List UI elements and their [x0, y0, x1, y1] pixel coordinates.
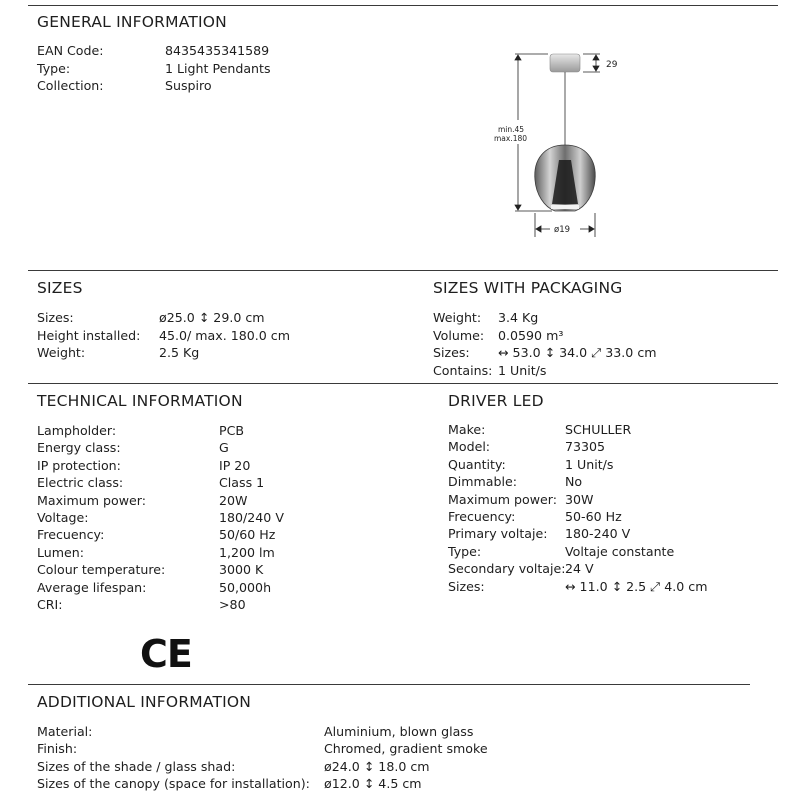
driver-value: 30W [565, 491, 594, 507]
technical-value: >80 [219, 597, 246, 612]
driver-value: 73305 [565, 439, 606, 455]
sizes-value: 45.0/ max. 180.0 cm [159, 327, 290, 343]
driver-value: No [565, 474, 583, 490]
sizes-title: SIZES [37, 279, 83, 297]
additional-label: Material: [37, 724, 93, 739]
sizes-value: 2.5 Kg [159, 345, 200, 360]
driver-label: Primary voltaje: [448, 526, 548, 542]
technical-value: 1,200 lm [219, 544, 275, 560]
packaging-label: Contains: [433, 362, 493, 378]
technical-label: Average lifespan: [37, 579, 147, 595]
technical-information-title: TECHNICAL INFORMATION [37, 392, 243, 410]
general-label: Type: [37, 60, 71, 76]
divider-top [28, 5, 778, 6]
technical-value: 50,000h [219, 579, 272, 595]
driver-value: 1 Unit/s [565, 456, 614, 472]
product-dimension-drawing [490, 42, 660, 242]
driver-label: Type: [448, 543, 482, 559]
driver-value: ↔ 11.0 ↕ 2.5 ⤢ 4.0 cm [565, 578, 708, 594]
packaging-value: 0.0590 m³ [498, 327, 564, 343]
technical-label: Maximum power: [37, 492, 147, 508]
additional-value: Aluminium, blown glass [324, 724, 474, 739]
height-min-label: min.45 [498, 125, 525, 134]
driver-label: Make: [448, 422, 486, 437]
divider-technical-bottom [28, 684, 750, 685]
technical-label: IP protection: [37, 457, 121, 473]
technical-value: PCB [219, 423, 245, 438]
technical-value: 180/240 V [219, 510, 284, 525]
general-label: Collection: [37, 78, 104, 93]
technical-value: Class 1 [219, 475, 265, 491]
driver-label: Sizes: [448, 578, 485, 594]
driver-label: Quantity: [448, 456, 506, 472]
driver-label: Secondary voltaje: [448, 561, 566, 577]
technical-label: CRI: [37, 597, 63, 612]
canopy-dimension [583, 54, 600, 72]
canopy-shape [550, 54, 580, 72]
glass-shade-shape [535, 145, 595, 211]
technical-label: Lumen: [37, 544, 85, 560]
packaging-value: ↔ 53.0 ↕ 34.0 ⤢ 33.0 cm [498, 345, 657, 360]
technical-value: 50/60 Hz [219, 527, 276, 543]
additional-label: Sizes of the shade / glass shad: [37, 758, 236, 774]
driver-value: 50-60 Hz [565, 509, 622, 524]
driver-value: SCHULLER [565, 422, 632, 437]
technical-label: Lampholder: [37, 423, 117, 438]
general-value: Suspiro [165, 78, 212, 93]
driver-led-title: DRIVER LED [448, 392, 544, 410]
general-value: 8435435341589 [165, 43, 270, 58]
sizes-label: Weight: [37, 345, 86, 360]
technical-value: G [219, 440, 229, 456]
general-label: EAN Code: [37, 43, 104, 58]
technical-label: Colour temperature: [37, 562, 166, 578]
sizes-label: Height installed: [37, 327, 141, 343]
technical-value: IP 20 [219, 457, 251, 473]
divider-general-bottom [28, 270, 778, 271]
divider-sizes-bottom [28, 383, 778, 384]
general-information-title: GENERAL INFORMATION [37, 13, 227, 31]
height-max-label: max.180 [494, 134, 528, 143]
additional-value: ø12.0 ↕ 4.5 cm [324, 776, 422, 792]
packaging-title: SIZES WITH PACKAGING [433, 279, 623, 297]
driver-label: Dimmable: [448, 474, 517, 490]
technical-label: Voltage: [37, 510, 89, 525]
driver-value: 24 V [565, 561, 594, 577]
additional-value: Chromed, gradient smoke [324, 741, 488, 757]
ce-mark: CE [140, 632, 192, 676]
packaging-value: 1 Unit/s [498, 362, 547, 378]
packaging-label: Sizes: [433, 345, 470, 360]
packaging-value: 3.4 Kg [498, 310, 539, 325]
driver-value: Voltaje constante [565, 543, 675, 559]
driver-label: Frecuency: [448, 509, 516, 524]
technical-label: Electric class: [37, 475, 124, 491]
sizes-value: ø25.0 ↕ 29.0 cm [159, 310, 265, 325]
additional-label: Sizes of the canopy (space for installation): [37, 776, 310, 792]
driver-label: Model: [448, 439, 491, 455]
canopy-dimension-label: 29 [606, 60, 618, 70]
technical-value: 3000 K [219, 562, 264, 578]
driver-value: 180-240 V [565, 526, 631, 542]
technical-label: Frecuency: [37, 527, 105, 543]
technical-value: 20W [219, 492, 248, 508]
technical-label: Energy class: [37, 440, 121, 456]
packaging-label: Volume: [433, 327, 485, 343]
additional-value: ø24.0 ↕ 18.0 cm [324, 758, 430, 774]
packaging-label: Weight: [433, 310, 482, 325]
diameter-label: ø19 [554, 225, 571, 235]
driver-label: Maximum power: [448, 491, 558, 507]
additional-information-title: ADDITIONAL INFORMATION [37, 693, 252, 711]
sizes-label: Sizes: [37, 310, 74, 325]
additional-label: Finish: [37, 741, 78, 757]
general-value: 1 Light Pendants [165, 60, 271, 76]
